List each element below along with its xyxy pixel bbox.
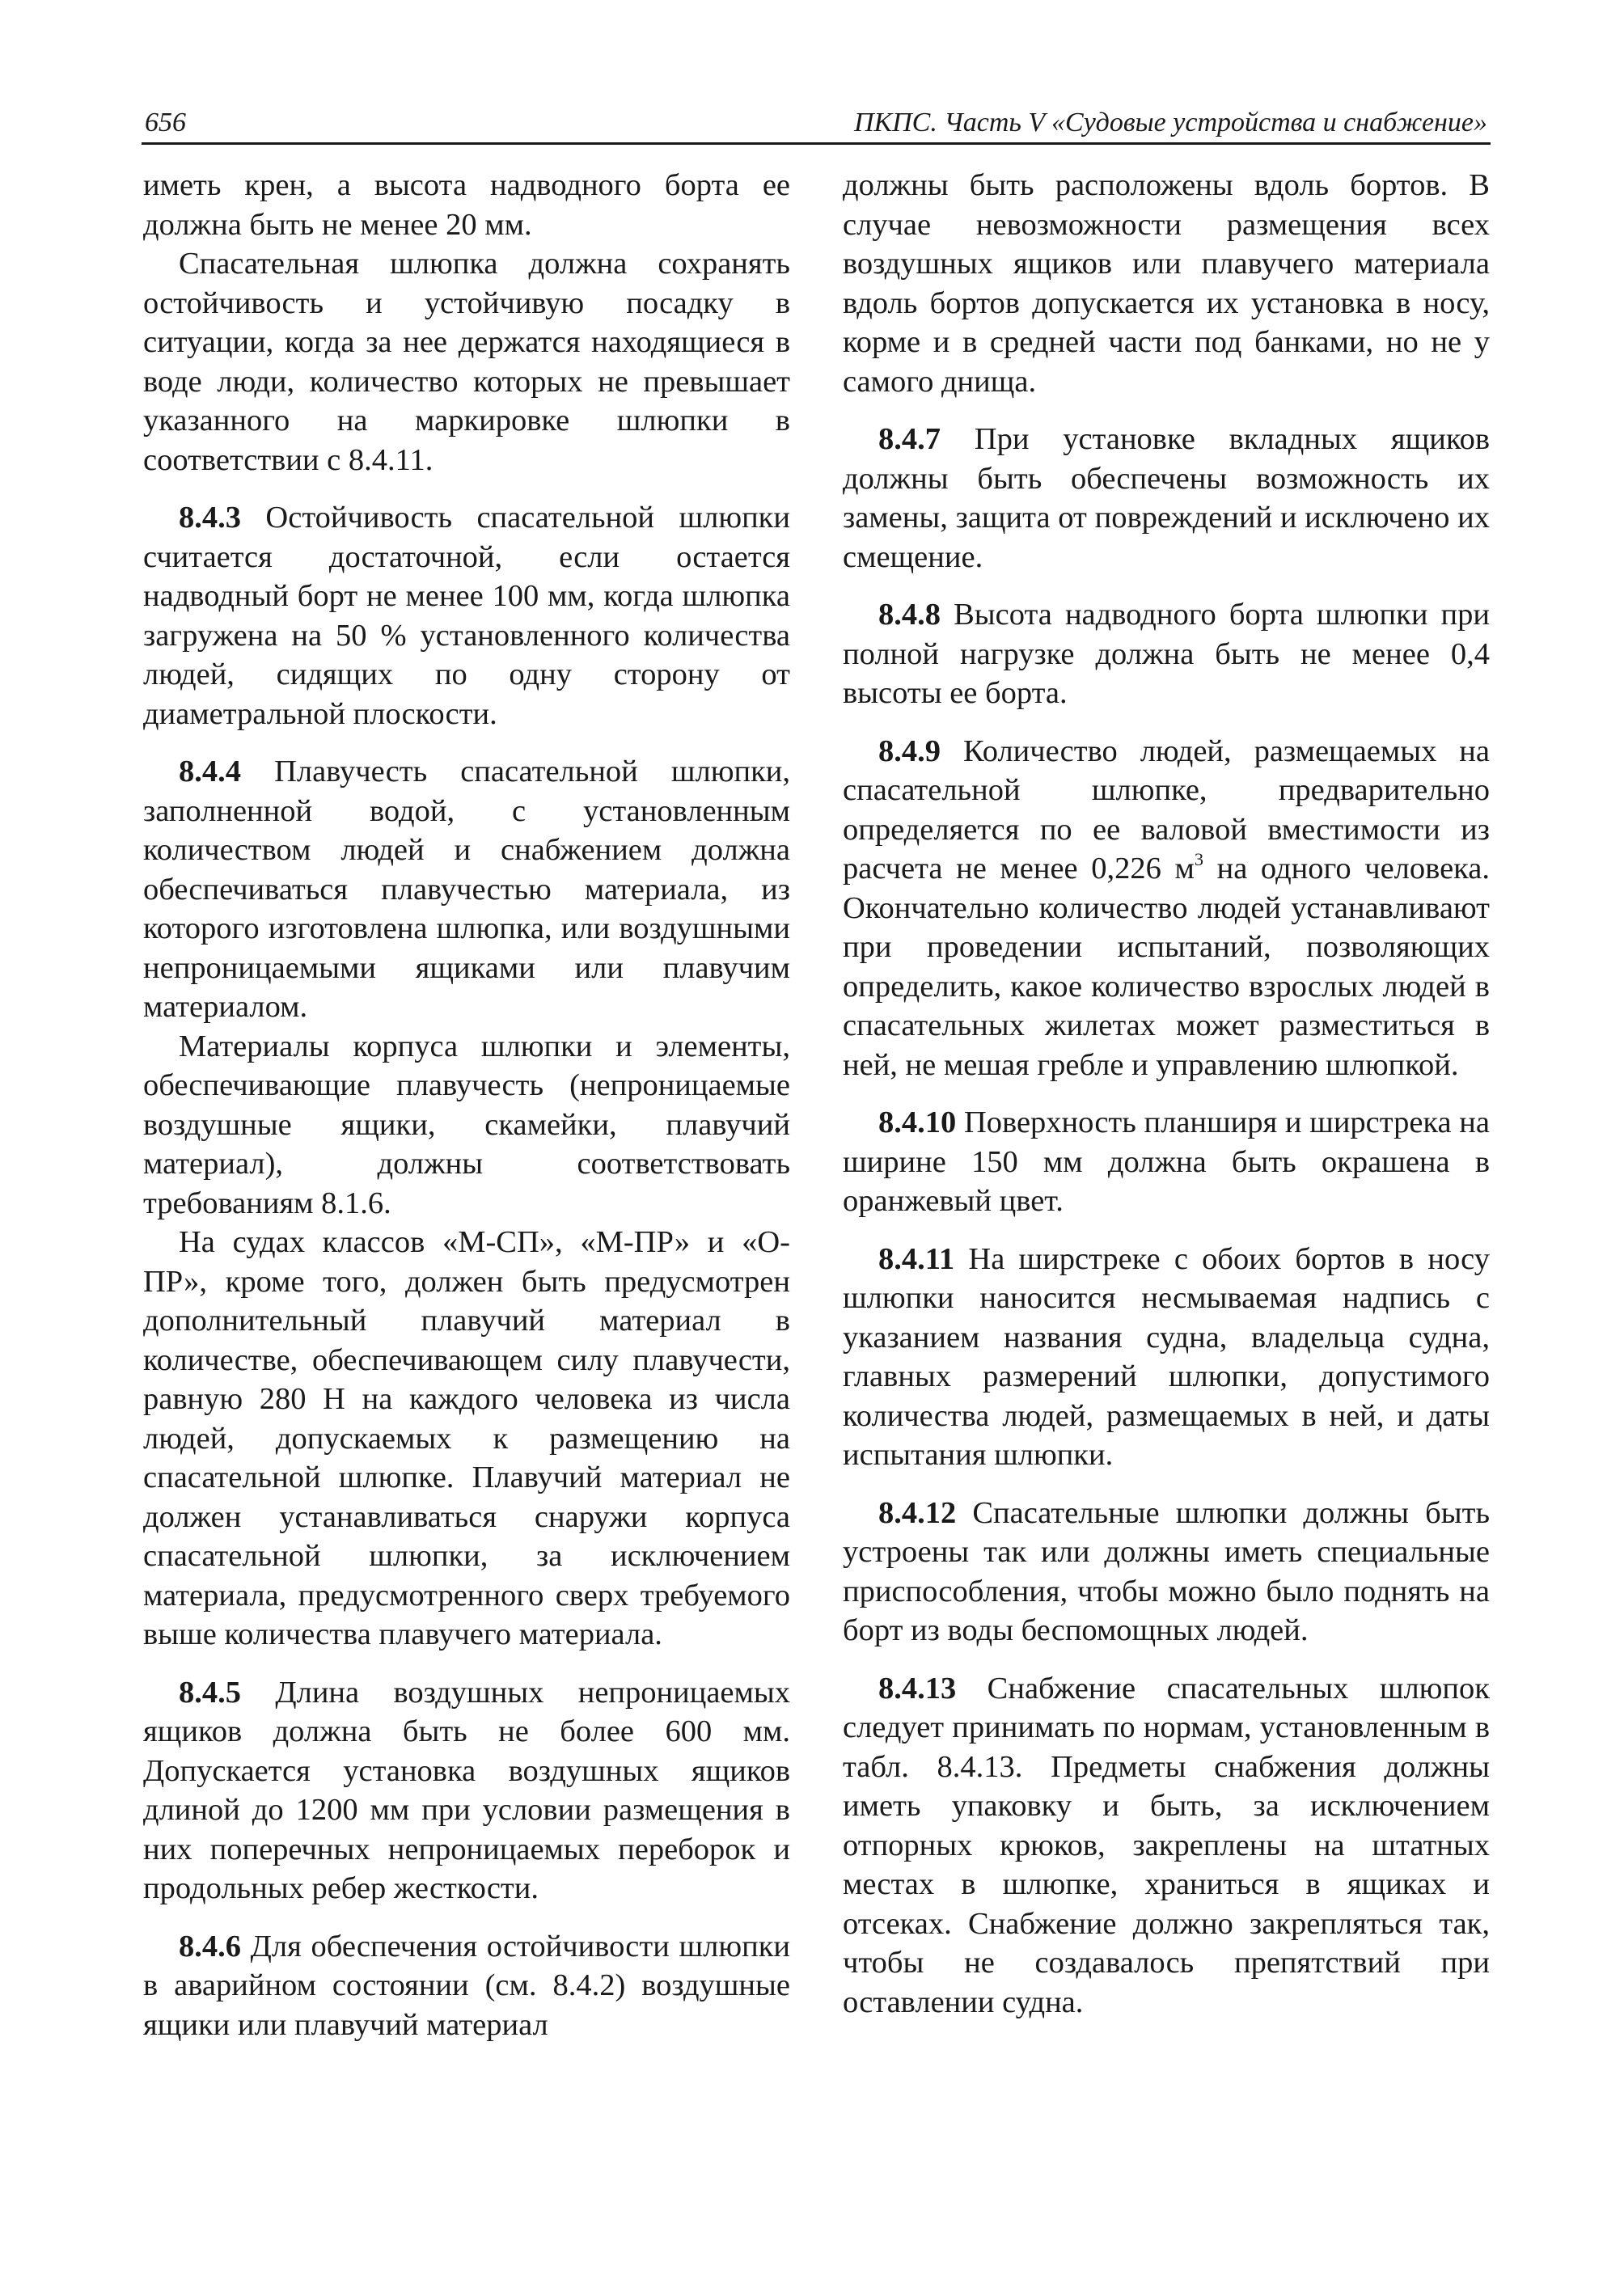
clause-8-4-3: 8.4.3 Остойчивость спасательной шлюпки считается достаточной, если остается надводный борт не менее 100 мм, когда шлюпка загружена на 50 % установленного количества людей, сидящих по одну сторону от диаметральной плоскости. [143, 501, 790, 731]
clause-number: 8.4.12 [878, 1495, 957, 1530]
page-number: 656 [145, 108, 186, 137]
clause-8-4-11: 8.4.11 На ширстреке с обоих бортов в носу шлюпки наносится несмываемая надпись с указанием названия судна, владельца судна, главных размерений шлюпки, допустимого количества людей, размещаемых в ней, и даты испытания шлюпки. [843, 1241, 1491, 1472]
clause-8-4-5: 8.4.5 Длина воздушных непроницаемых ящиков должна быть не более 600 мм. Допускается установка воздушных ящиков длиной до 1200 мм при условии размещения в них поперечных непроницаемых переборок и продольных ребер жесткости. [143, 1675, 790, 1905]
clause-8-4-10: 8.4.10 Поверхность планширя и ширстрека на ширине 150 мм должна быть окрашена в оранжевый цвет. [843, 1105, 1490, 1218]
clause-8-4-7: 8.4.7 При установке вкладных ящиков должны быть обеспечены возможность их замены, защита от повреждений и исключено их смещение. [843, 422, 1490, 574]
clause-number: 8.4.9 [878, 733, 941, 768]
clause-8-4-9: 8.4.9 Количество людей, размещаемых на спасательной шлюпке, предварительно определяется по ее валовой вместимости из расчета не менее 0,226 $м^3$ на одного человека. Окончательно количество людей устанавливают при проведении испытаний, позволяющих определить, какое количество взрослых людей в спасательных жилетах может разместиться в ней, не мешая гребле и управлению шлюпкой. [843, 733, 1490, 1082]
paragraph: Материалы корпуса шлюпки и элементы, обеспечивающие плавучесть (непроницаемые воздушные ящики, скамейки, плавучий материал), должны соответствовать требованиям 8.1.6. [143, 1029, 790, 1220]
left-column [143, 166, 790, 2044]
clause-number: 8.4.6 [179, 1929, 241, 1963]
clause-number: 8.4.11 [878, 1241, 955, 1276]
clause-8-4-6: 8.4.6 Для обеспечения остойчивости шлюпки в аварийном состоянии (см. 8.4.2) воздушные ящики или плавучий материал [143, 1929, 791, 2042]
paragraph: Спасательная шлюпка должна сохранять остойчивость и устойчивую посадку в ситуации, когда за нее держатся находящиеся в воде люди, количество которых не превышает указанного на маркировке шлюпки в соответствии с 8.4.11. [143, 247, 790, 477]
running-title: ПКПС. Часть V «Судовые устройства и снабжение» [853, 108, 1487, 137]
page-header [142, 102, 1491, 145]
clause-8-4-8: 8.4.8 Высота надводного борта шлюпки при полной нагрузке должна быть не менее 0,4 высоты ее борта. [843, 598, 1491, 710]
clause-number: 8.4.3 [179, 501, 241, 535]
clause-8-4-4: 8.4.4 Плавучесть спасательной шлюпки, заполненной водой, с установленным количеством людей и снабжением должна обеспечиваться плавучестью материала, из которого изготовлена шлюпка, или воздушными непроницаемыми ящиками или плавучим материалом. [143, 755, 791, 1024]
right-column [843, 166, 1490, 2022]
clause-8-4-12: 8.4.12 Спасательные шлюпки должны быть устроены так или должны иметь специальные приспособления, чтобы можно было поднять на борт из воды беспомощных людей. [843, 1495, 1490, 1647]
clause-number: 8.4.5 [179, 1675, 241, 1710]
clause-number: 8.4.8 [878, 598, 941, 632]
clause-number: 8.4.13 [878, 1671, 957, 1706]
clause-number: 8.4.10 [878, 1105, 957, 1139]
clause-8-4-13: 8.4.13 Снабжение спасательных шлюпок следует принимать по нормам, установленным в табл. 8.4.13. Предметы снабжения должны иметь упаковку и быть, за исключением отпорных крюков, закреплены на штатных местах в шлюпке, храниться в ящиках и отсеках. Снабжение должно закрепляться так, чтобы не создавалось препятствий при оставлении судна. [843, 1671, 1490, 2019]
paragraph: должны быть расположены вдоль бортов. В случае невозможности размещения всех воздушных ящиков или плавучего материала вдоль бортов допускается их установка в носу, корме и в средней части под банками, но не у самого днища. [843, 168, 1490, 399]
clause-number: 8.4.4 [179, 755, 241, 788]
paragraph: На судах классов «М-СП», «М-ПР» и «О-ПР», кроме того, должен быть предусмотрен дополнительный плавучий материал в количестве, обеспечивающем силу плавучести, равную 280 Н на каждого человека из числа людей, допускаемых к размещению на спасательной шлюпке. Плавучий материал не должен устанавливаться снаружи корпуса спасательной шлюпки, за исключением материала, предусмотренного сверх требуемого выше количества плавучего материала. [143, 1225, 790, 1651]
clause-number: 8.4.7 [878, 422, 941, 456]
paragraph: иметь крен, а высота надводного борта ее должна быть не менее 20 мм. [143, 168, 790, 242]
